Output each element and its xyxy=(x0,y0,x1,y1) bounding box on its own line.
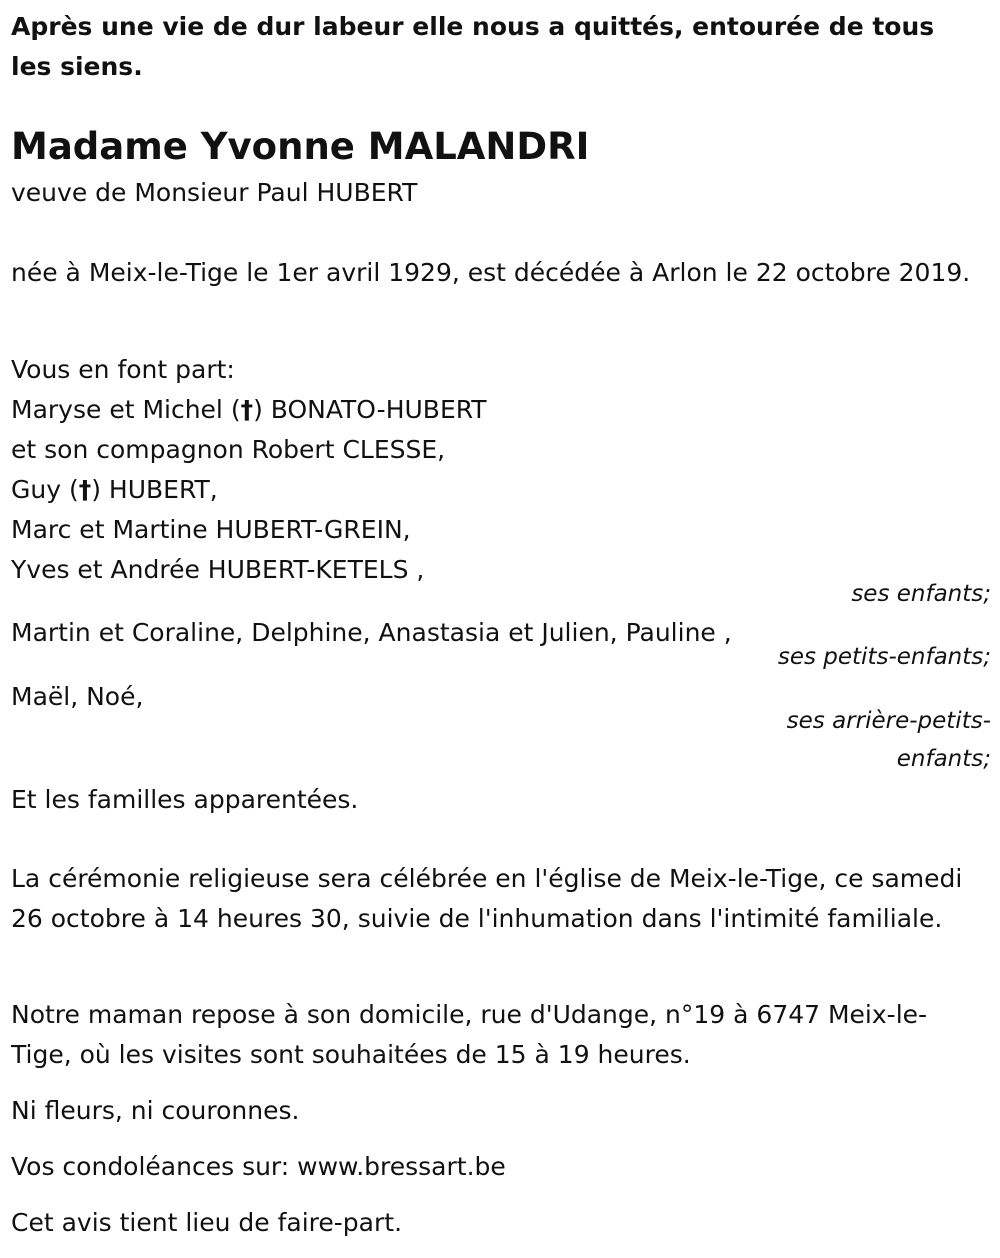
notice-note-text: Cet avis tient lieu de faire-part. xyxy=(11,1208,403,1237)
child-line-3-end: ) HUBERT, xyxy=(91,475,218,504)
child-line-5: Yves et Andrée HUBERT-KETELS , xyxy=(11,555,425,584)
great-grandchildren-role-2: enfants; xyxy=(896,746,991,772)
grandchildren-role: ses petits-enfants; xyxy=(777,644,991,670)
children-role: ses enfants; xyxy=(851,581,991,607)
child-line-1 xyxy=(11,390,487,430)
condolences-text: Vos condoléances sur: www.bressart.be xyxy=(11,1152,506,1181)
announcers-label: Vous en font part: xyxy=(11,355,235,384)
birth-death-text: née à Meix-le-Tige le 1er avril 1929, est décédée à Arlon le 22 octobre 2019. xyxy=(11,258,971,287)
cross-icon: † xyxy=(240,395,254,424)
child-line-2: et son compagnon Robert CLESSE, xyxy=(11,435,446,464)
intro-text: Après une vie de dur labeur elle nous a quittés, entourée de tous les siens. xyxy=(11,12,935,81)
rest-place-text: Notre maman repose à son domicile, rue d'Udange, n°19 à 6747 Meix-le-Tige, où les visites sont souhaitées de 15 à 19 heures. xyxy=(11,1000,928,1069)
great-grandchildren-names: Maël, Noé, xyxy=(11,682,144,711)
child-line-3 xyxy=(11,470,218,510)
cross-icon: † xyxy=(78,475,92,504)
great-grandchildren-role-1: ses arrière-petits- xyxy=(786,708,991,734)
widow-of-text: veuve de Monsieur Paul HUBERT xyxy=(11,178,418,207)
families-text: Et les familles apparentées. xyxy=(11,785,359,814)
deceased-name: Madame Yvonne MALANDRI xyxy=(11,125,590,168)
child-line-4: Marc et Martine HUBERT-GREIN, xyxy=(11,515,411,544)
child-line-3-start: Guy ( xyxy=(11,475,79,504)
child-line-1-end: ) BONATO-HUBERT xyxy=(253,395,487,424)
grandchildren-names: Martin et Coraline, Delphine, Anastasia et Julien, Pauline , xyxy=(11,618,732,647)
child-line-1-start: Maryse et Michel ( xyxy=(11,395,241,424)
ceremony-text: La cérémonie religieuse sera célébrée en l'église de Meix-le-Tige, ce samedi 26 octobre à 14 heures 30, suivie de l'inhumation dans l'intimité familiale. xyxy=(11,864,963,933)
flowers-text: Ni fleurs, ni couronnes. xyxy=(11,1096,300,1125)
